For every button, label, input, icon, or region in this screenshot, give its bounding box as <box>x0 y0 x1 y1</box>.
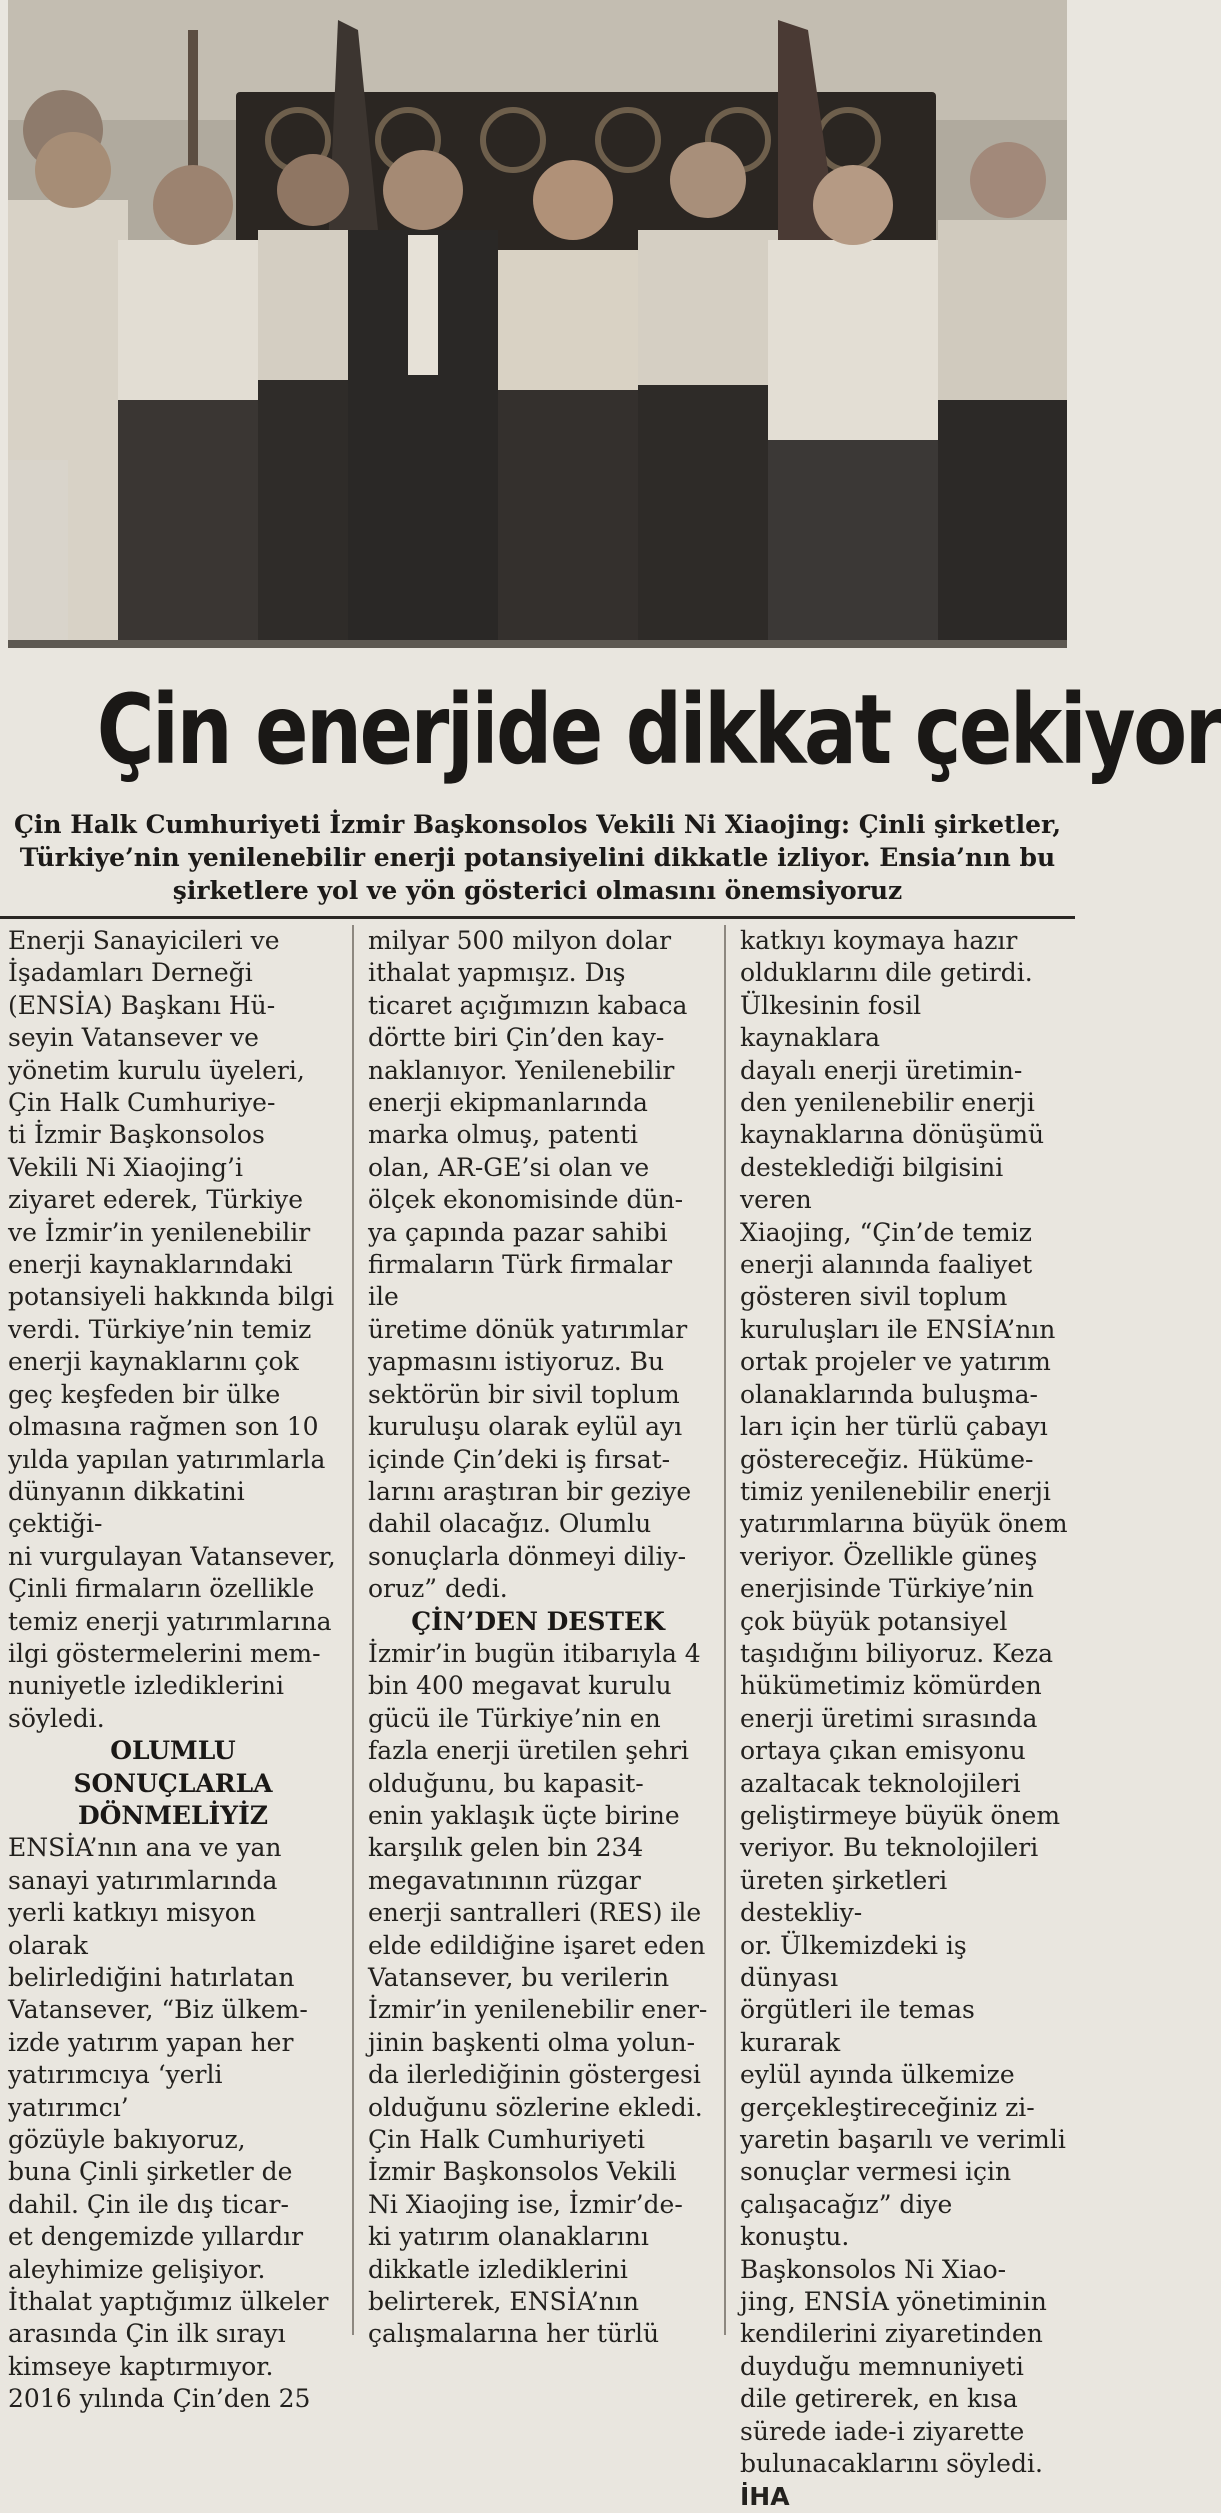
news-agency-credit: İHA <box>740 2481 790 2511</box>
body-paragraph: Enerji Sanayicileri ve İşadamları Derneği (ENSİA) Başkanı Hü- seyin Vatansever ve yönetim kurulu üyeleri, Çin Halk Cumhuriye- ti İzmir Başkonsolos Vekili Ni Xiaojing’i ziyaret ederek, Türkiye ve İzmir’in yenilenebilir enerji kaynaklarındaki potansiyeli hakkında bilgi verdi. Türkiye’nin temiz enerji kaynaklarını çok geç keşfeden bir ülke olmasına rağmen son 10 yılda yapılan yatırımlarla dünyanın dikkatini çektiği- ni vurgulayan Vatansever, Çinli firmaların özellikle temiz enerji yatırımlarına ilgi göstermelerini mem- nuniyetle izlediklerini söyledi. <box>8 926 336 1733</box>
section-heading: ÇİN’DEN DESTEK <box>411 1606 665 1636</box>
body-paragraph: milyar 500 milyon dolar ithalat yapmışız. Dış ticaret açığımızın kabaca dörtte biri Çin’den kay- naklanıyor. Yenilenebilir enerji ekipmanlarında marka olmuş, patenti olan, AR-GE’si olan ve ölçek ekonomisinde dün- ya çapında pazar sahibi firmaların Türk firmalar ile üretime dönük yatırımlar yapmasını istiyoruz. Bu sektörün bir sivil toplum kuruluşu olarak eylül ayı içinde Çin’deki iş fırsat- larını araştıran bir geziye dahil olacağız. Olumlu sonuçlarla dönmeyi diliy- oruz” dedi. <box>368 926 692 1604</box>
body-paragraph: katkıyı koymaya hazır olduklarını dile getirdi. Ülkesinin fosil kaynaklara dayalı enerji üretimin- den yenilenebilir enerji kaynaklarına dönüşümü desteklediği bilgisini veren Xiaojing, “Çin’de temiz enerji alanında faaliyet gösteren sivil toplum kuruluşları ile ENSİA’nın ortak projeler ve yatırım olanaklarında buluşma- ları için her türlü çabayı göstereceğiz. Hüküme- timiz yenilenebilir enerji yatırımlarına büyük önem veriyor. Özellikle güneş enerjisinde Türkiye’nin çok büyük potansiyel taşıdığını biliyoruz. Keza hükümetimiz kömürden enerji üretimi sırasında ortaya çıkan emisyonu azaltacak teknolojileri geliştirmeye büyük önem veriyor. Bu teknolojileri üreten şirketleri destekliy- or. Ülkemizdeki iş dünyası örgütleri ile temas kurarak eylül ayında ülkemize gerçekleştireceğiniz zi- yaretin başarılı ve verimli sonuçlar vermesi için çalışacağız” diye konuştu. Başkonsolos Ni Xiao- jing, ENSİA yönetiminin kendilerini ziyaretinden duyduğu memnuniyeti dile getirerek, en kısa sürede iade-i ziyarette bulunacaklarını söyledi. <box>740 926 1068 2479</box>
article-column-2 <box>368 925 708 2349</box>
column-separator <box>352 925 354 2335</box>
section-heading: OLUMLU SONUÇLARLA DÖNMELİYİZ <box>73 1736 273 1830</box>
subheadline: Çin Halk Cumhuriyeti İzmir Başkonsolos Vekili Ni Xiaojing: Çinli şirketler, Türkiye’nin yenilenebilir enerji potansiyelini dikkatle izliyor. Ensia’nın bu şirketlere yol ve yön gösterici olmasını önemsiyoruz <box>13 810 1062 905</box>
divider-line <box>0 916 1075 919</box>
photo-illustration <box>8 0 1067 648</box>
column-separator <box>724 925 726 2335</box>
group-photo <box>8 0 1067 648</box>
article-column-3 <box>740 925 1068 2511</box>
body-paragraph: ENSİA’nın ana ve yan sanayi yatırımlarında yerli katkıyı misyon olarak belirlediğini hatırlatan Vatansever, “Biz ülkem- izde yatırım yapan her yatırımcıya ‘yerli yatırımcı’ gözüyle bakıyoruz, buna Çinli şirketler de dahil. Çin ile dış ticar- et dengemizde yıllardır aleyhimize gelişiyor. İthalat yaptığımız ülkeler arasında Çin ilk sırayı kimseye kaptırmıyor. 2016 yılında Çin’den 25 <box>8 1833 329 2414</box>
body-paragraph: İzmir’in bugün itibarıyla 4 bin 400 megavat kurulu gücü ile Türkiye’nin en fazla enerji üretilen şehri olduğunu, bu kapasit- enin yaklaşık üçte birine karşılık gelen bin 234 megavatınının rüzgar enerji santralleri (RES) ile elde edildiğine işaret eden Vatansever, bu verilerin İzmir’in yenilenebilir ener- jinin başkenti olma yolun- da ilerlediğinin göstergesi olduğunu sözlerine ekledi. Çin Halk Cumhuriyeti İzmir Başkonsolos Vekili Ni Xiaojing ise, İzmir’de- ki yatırım olanaklarını dikkatle izlediklerini belirterek, ENSİA’nın çalışmalarına her türlü <box>368 1638 708 2349</box>
article-column-1 <box>8 925 338 2414</box>
headline: Çin enerjide dikkat çekiyor <box>96 674 1221 786</box>
